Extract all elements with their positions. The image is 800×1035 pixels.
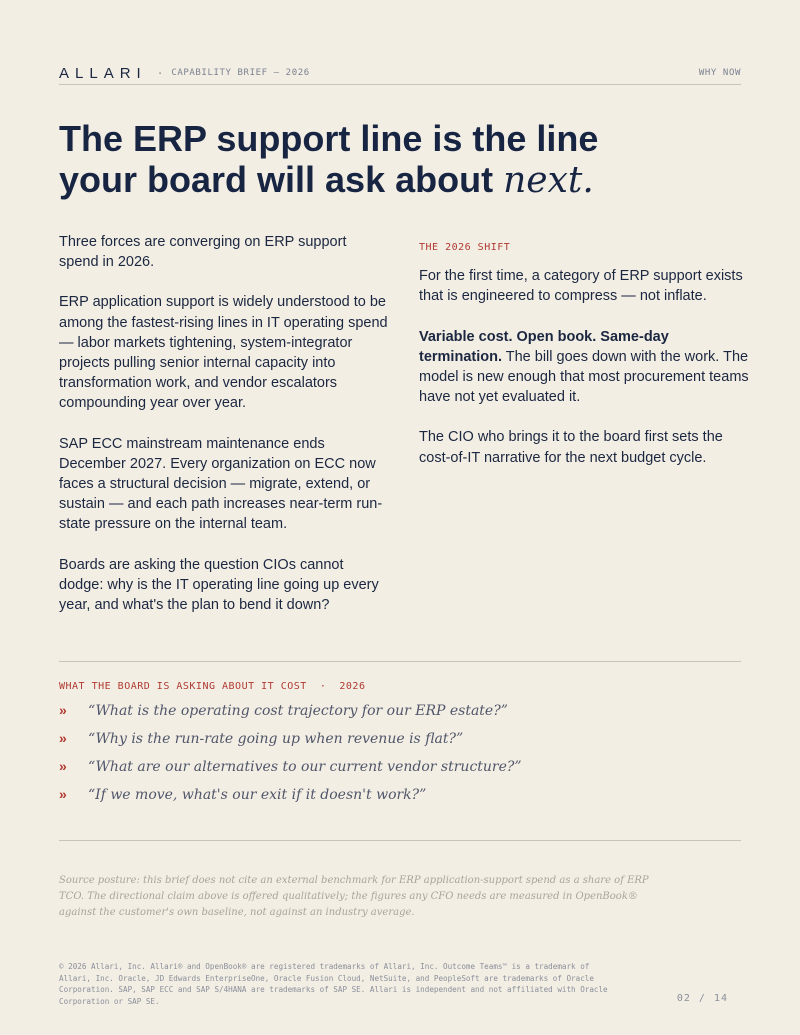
left-paragraph-2: ERP application support is widely understood to be among the fastest-rising lines in IT operating spend — labor markets tightening, system-integrator projects pulling senior internal capacity into transformation work, and vendor escalators compounding year over year. <box>59 294 388 412</box>
right-paragraph-3: The CIO who brings it to the board first sets the cost-of-IT narrative for the next budget cycle. <box>419 429 723 466</box>
left-paragraph-4: Boards are asking the question CIOs cannot dodge: why is the IT operating line going up every year, and what's the plan to bend it down? <box>59 556 379 614</box>
question-text: “If we move, what's our exit if it doesn't work?” <box>88 787 427 803</box>
right-paragraph-2-bold: Variable cost. Open book. Same-day termination. <box>419 328 669 365</box>
title-line-1: The ERP support line is the line <box>59 118 599 159</box>
current-page: 02 <box>676 993 691 1004</box>
source-note: Source posture: this brief does not cite an external benchmark for ERP application-support spend as a share of ERP TCO. The directional claim above is offered qualitatively; the figures any CFO needs are measured in OpenBook® against the customer's own baseline, not against an industry average. <box>59 875 649 918</box>
question-text: “What is the operating cost trajectory for our ERP estate?” <box>88 703 508 719</box>
page-header <box>59 62 741 85</box>
right-column <box>419 238 749 488</box>
right-paragraph-1: For the first time, a category of ERP support exists that is engineered to compress — not inflate. <box>419 268 743 305</box>
brief-label: CAPABILITY BRIEF — 2026 <box>171 68 310 78</box>
list-item <box>59 730 741 758</box>
allari-logo: ALLARI <box>59 64 147 82</box>
right-paragraph-2 <box>419 327 749 408</box>
page-title <box>59 118 699 201</box>
title-line-2: your board will ask about <box>59 159 504 200</box>
page-separator: / <box>698 993 706 1004</box>
question-text: “What are our alternatives to our current vendor structure?” <box>88 759 522 775</box>
title-emphasis: next. <box>503 160 594 201</box>
chevron-right-icon: » <box>59 786 67 802</box>
board-section-title: WHAT THE BOARD IS ASKING ABOUT IT COST · 2026 <box>59 681 366 692</box>
right-paragraph-2-rest: The bill goes down with the work. The model is new enough that most procurement teams have not yet evaluated it. <box>419 348 749 406</box>
shift-eyebrow: THE 2026 SHIFT <box>419 242 511 253</box>
total-pages: 14 <box>713 993 728 1004</box>
list-item <box>59 786 741 814</box>
page-number <box>677 993 728 1004</box>
legal-footer: © 2026 Allari, Inc. Allari® and OpenBook® are registered trademarks of Allari, Inc. Outcome Teams™ is a trademark of Allari, Inc. Oracle, JD Edwards EnterpriseOne, Oracle Fusion Cloud, NetSuite, and PeopleSoft are trademarks of Oracle Corporation. SAP, SAP ECC and SAP S/4HANA are trademarks of SAP SE. Allari is independent and not affiliated with Oracle Corporation or SAP SE. <box>59 962 608 1006</box>
board-questions-section <box>59 661 741 841</box>
header-separator: · <box>156 66 164 80</box>
chevron-right-icon: » <box>59 758 67 774</box>
left-column <box>59 232 389 635</box>
left-paragraph-3: SAP ECC mainstream maintenance ends December 2027. Every organization on ECC now faces a structural decision — migrate, extend, or sustain — and each path increases near-term run-state pressure on the internal team. <box>59 435 383 533</box>
list-item <box>59 702 741 730</box>
chevron-right-icon: » <box>59 702 67 718</box>
question-list <box>59 702 741 814</box>
list-item <box>59 758 741 786</box>
question-text: “Why is the run-rate going up when revenue is flat?” <box>88 731 464 747</box>
left-paragraph-1: Three forces are converging on ERP support spend in 2026. <box>59 234 347 271</box>
chevron-right-icon: » <box>59 730 67 746</box>
section-label: WHY NOW <box>698 68 741 78</box>
